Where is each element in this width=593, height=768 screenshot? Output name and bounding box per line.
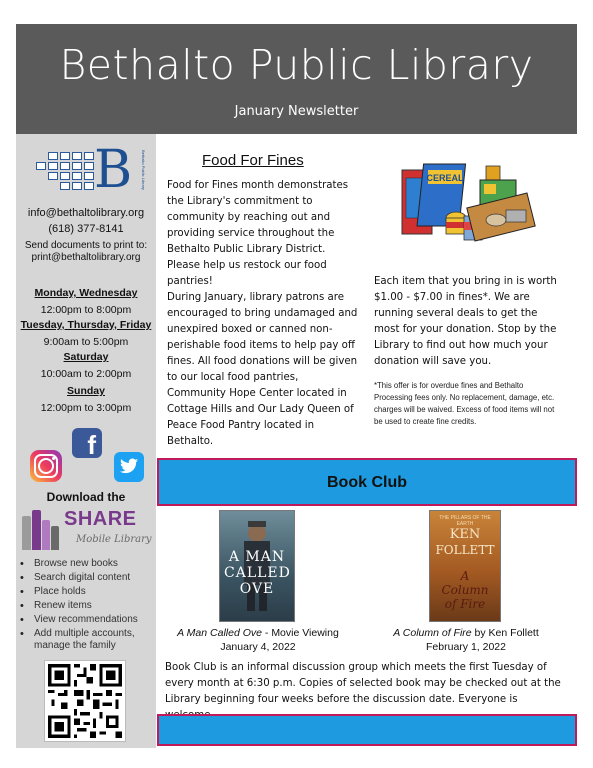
food-groceries-illustration: [394, 160, 540, 252]
book-1-title: A Man Called Ove: [177, 627, 262, 639]
list-item: • View recommendations: [16, 614, 156, 626]
hours-block: [16, 318, 156, 349]
print-email[interactable]: print@bethaltolibrary.org: [31, 252, 141, 263]
book-2-caption: [380, 626, 552, 654]
logo-letter: B: [94, 140, 133, 200]
newsletter-header: [16, 24, 577, 134]
book-2-title: A Column of Fire: [393, 627, 472, 639]
food-for-fines-heading: Food For Fines: [202, 152, 304, 169]
hours-time: 12:00pm to 8:00pm: [40, 304, 132, 316]
hours-days: Monday, Wednesday: [34, 287, 138, 299]
cereal-box-label: CEREAL: [426, 173, 464, 183]
phone-number: (618) 377-8141: [48, 223, 124, 235]
book-cover-column-of-fire: [429, 510, 501, 622]
book-2-date: February 1, 2022: [426, 641, 506, 653]
book-1-caption: [170, 626, 346, 654]
book-cover-title: A MAN CALLED OVE: [224, 549, 291, 597]
hours-block: [16, 384, 156, 415]
food-paragraph-3: Each item that you bring in is worth $1.00 - $7.00 in fines*. We are running several deals to get the most for your donation. Stop by the Library to find out how much your donation will save you.: [374, 276, 557, 367]
print-instructions: [16, 240, 156, 264]
share-app-logo[interactable]: [22, 508, 152, 552]
book-1-date: January 4, 2022: [220, 641, 296, 653]
book-cover-author-first: KEN: [449, 527, 481, 542]
logo-grid: [34, 152, 98, 198]
list-item: • Add multiple accounts, manage the family: [16, 628, 156, 652]
book-cover-man-called-ove: [219, 510, 295, 622]
instagram-icon[interactable]: [30, 450, 62, 482]
library-logo: [34, 140, 146, 200]
hours-time: 9:00am to 5:00pm: [43, 336, 129, 348]
library-title: Bethalto Public Library: [59, 41, 534, 89]
send-label: Send documents to print to:: [24, 240, 148, 251]
hours-days: Tuesday, Thursday, Friday: [20, 319, 152, 331]
book-2-suffix: by Ken Follett: [471, 627, 539, 639]
book-cover-author-last: FOLLETT: [435, 543, 495, 557]
books-icon: [22, 510, 60, 550]
bottom-banner: [157, 714, 577, 746]
sidebar: [16, 134, 156, 748]
book-club-banner: [157, 458, 577, 506]
share-subtitle: Mobile Library: [76, 534, 152, 545]
food-paragraph-2: During January, library patrons are encouraged to bring undamaged and unexpired boxed or canned non-perishable food items to help pay off fines. All food donations will be given to our local food pantries, Community Hope Center located in Cottage Hills and Our Lady Queen of Peace Food Pantry located in Bethalto.: [167, 292, 358, 447]
email-address[interactable]: info@bethaltolibrary.org: [27, 207, 145, 219]
hours-block: [16, 286, 156, 317]
hours-time: 12:00pm to 3:00pm: [40, 402, 132, 414]
list-item: • Renew items: [16, 600, 156, 612]
book-cover-tagline: THE PILLARS OF THE EARTH: [439, 515, 491, 527]
logo-vertical-text: Bethalto Public Library: [141, 150, 146, 191]
book-club-heading: Book Club: [327, 474, 407, 491]
book-cover-title: A Column of Fire: [441, 569, 489, 611]
food-footnote: *This offer is for overdue fines and Bethalto Processing fees only. No replacement, damage, etc. charges will be waived. Excess of food items will not be used to create fine credits.: [374, 381, 555, 426]
hours-days: Sunday: [67, 385, 105, 397]
facebook-icon[interactable]: f: [72, 428, 102, 458]
hours-time: 10:00am to 2:00pm: [40, 368, 132, 380]
book-club-description: Book Club is an informal discussion group which meets the first Tuesday of every month at 6:30 p.m. Copies of selected book may be checked out at the Library beginning four weeks before the discussion date. Everyone is: [165, 662, 561, 705]
list-item: • Place holds: [16, 586, 156, 598]
newsletter-subtitle: January Newsletter: [234, 104, 359, 119]
book-1-suffix: - Movie Viewing: [261, 627, 339, 639]
share-name: SHARE: [64, 508, 137, 530]
list-item: • Browse new books: [16, 558, 156, 570]
hours-block: [16, 350, 156, 381]
download-label: Download the: [46, 490, 126, 504]
twitter-icon[interactable]: [114, 452, 144, 482]
hours-days: Saturday: [63, 351, 109, 363]
food-paragraph-1: Food for Fines month demonstrates the Library's commitment to community by reaching out and providing service throughout the Bethalto Public Library District. Please help us restock our food pantries!: [167, 180, 349, 287]
app-features-list: [16, 558, 156, 654]
list-item: • Search digital content: [16, 572, 156, 584]
qr-code-icon[interactable]: [44, 660, 126, 742]
